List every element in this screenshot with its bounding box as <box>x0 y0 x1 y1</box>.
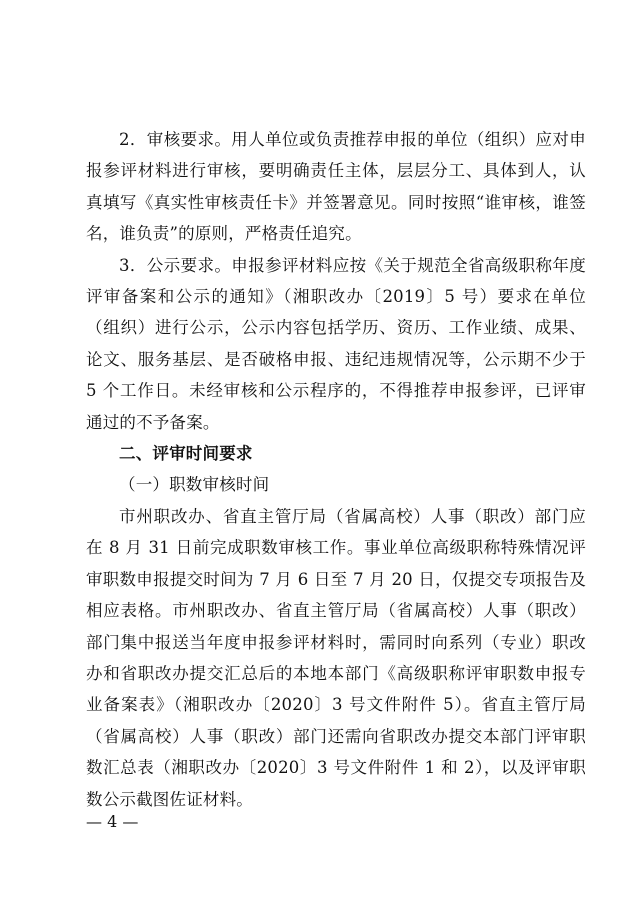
paragraph-quota-review-details: 市州职改办、省直主管厅局（省属高校）人事（职改）部门应在 8 月 31 日前完成职数审核工作。事业单位高级职称特殊情况评审职数申报提交时间为 7 月 6 日至 7 月 20 日，仅提交专项报告及相应表格。市州职改办、省直主管厅局（省属高校）人事（职改）部门集中报送当年度申报参评材料时，需同时向系列（专业）职改办和省职改办提交汇总后的本地本部门《高级职称评审职数申报专业备案表》（湘职改办〔2020〕3 号文件附件 5）。省直主管厅局（省属高校）人事（职改）部门还需向省职改办提交本部门评审职数汇总表（湘职改办〔2020〕3 号文件附件 1 和 2），以及评审职数公示截图佐证材料。 <box>86 506 586 809</box>
subsection-heading-quota-review-time: （一）职数审核时间 <box>119 475 270 495</box>
document-body <box>86 124 586 815</box>
page-number: — 4 — <box>86 812 139 831</box>
paragraph-publicity-requirement: 3．公示要求。申报参评材料应按《关于规范全省高级职称年度评审备案和公示的通知》（湘职改办〔2019〕5 号）要求在单位（组织）进行公示，公示内容包括学历、资历、工作业绩、成果、论文、服务基层、是否破格申报、违纪违规情况等，公示期不少于 5 个工作日。未经审核和公示程序的，不得推荐申报参评，已评审通过的不予备案。 <box>86 255 586 432</box>
paragraph-review-requirement: 2．审核要求。用人单位或负责推荐申报的单位（组织）应对申报参评材料进行审核，要明确责任主体，层层分工、具体到人，认真填写《真实性审核责任卡》并签署意见。同时按照“谁审核，谁签名，谁负责”的原则，严格责任追究。 <box>86 130 586 244</box>
section-heading-review-time: 二、评审时间要求 <box>119 444 253 464</box>
